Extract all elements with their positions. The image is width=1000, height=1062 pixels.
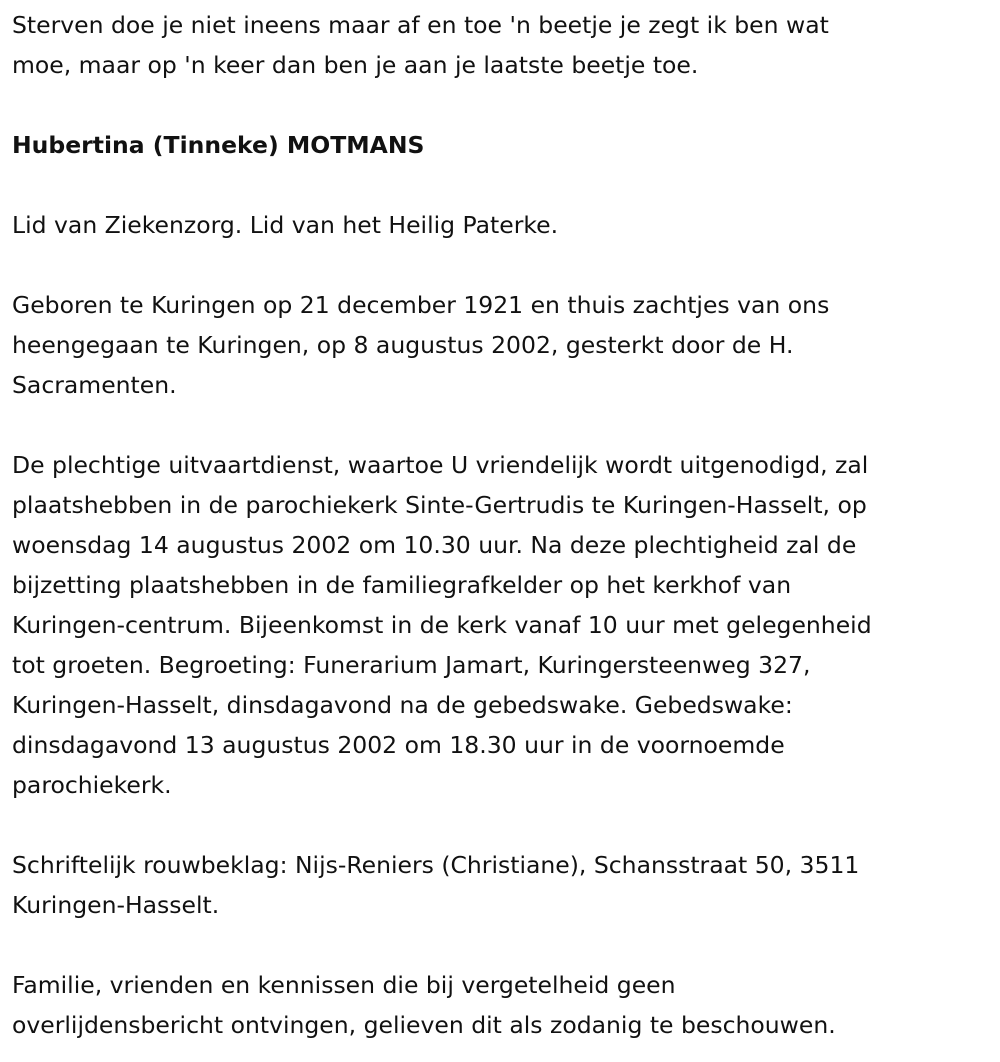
funeral-paragraph — [12, 445, 1000, 805]
text-line: Sterven doe je niet ineens maar af en toe 'n beetje je zegt ik ben wat — [12, 11, 829, 39]
text-line: Schriftelijk rouwbeklag: Nijs-Reniers (Christiane), Schansstraat 50, 3511 — [12, 851, 860, 879]
text-line: bijzetting plaatshebben in de familiegrafkelder op het kerkhof van — [12, 571, 792, 599]
text-line: Lid van Ziekenzorg. Lid van het Heilig Paterke. — [12, 211, 559, 239]
text-line: De plechtige uitvaartdienst, waartoe U vriendelijk wordt uitgenodigd, zal — [12, 451, 869, 479]
text-line: Familie, vrienden en kennissen die bij vergetelheid geen — [12, 971, 676, 999]
text-line: overlijdensbericht ontvingen, gelieven dit als zodanig te beschouwen. — [12, 1011, 836, 1039]
text-line: Geboren te Kuringen op 21 december 1921 en thuis zachtjes van ons — [12, 291, 830, 319]
text-line: moe, maar op 'n keer dan ben je aan je laatste beetje toe. — [12, 51, 699, 79]
text-line: heengegaan te Kuringen, op 8 augustus 2002, gesterkt door de H. — [12, 331, 794, 359]
birth-death-paragraph — [12, 285, 1000, 405]
text-line: dinsdagavond 13 augustus 2002 om 18.30 uur in de voornoemde — [12, 731, 785, 759]
condolences-paragraph — [12, 845, 1000, 925]
text-line: parochiekerk. — [12, 771, 172, 799]
deceased-name — [12, 125, 1000, 165]
closing-paragraph — [12, 965, 1000, 1045]
membership-paragraph — [12, 205, 1000, 245]
text-line: Kuringen-centrum. Bijeenkomst in de kerk vanaf 10 uur met gelegenheid — [12, 611, 872, 639]
poem-paragraph — [12, 5, 1000, 85]
name-text: Hubertina (Tinneke) MOTMANS — [12, 131, 425, 159]
text-line: tot groeten. Begroeting: Funerarium Jamart, Kuringersteenweg 327, — [12, 651, 811, 679]
text-line: plaatshebben in de parochiekerk Sinte-Gertrudis te Kuringen-Hasselt, op — [12, 491, 867, 519]
text-line: woensdag 14 augustus 2002 om 10.30 uur. Na deze plechtigheid zal de — [12, 531, 857, 559]
text-line: Sacramenten. — [12, 371, 177, 399]
text-line: Kuringen-Hasselt, dinsdagavond na de gebedswake. Gebedswake: — [12, 691, 793, 719]
text-line: Kuringen-Hasselt. — [12, 891, 220, 919]
